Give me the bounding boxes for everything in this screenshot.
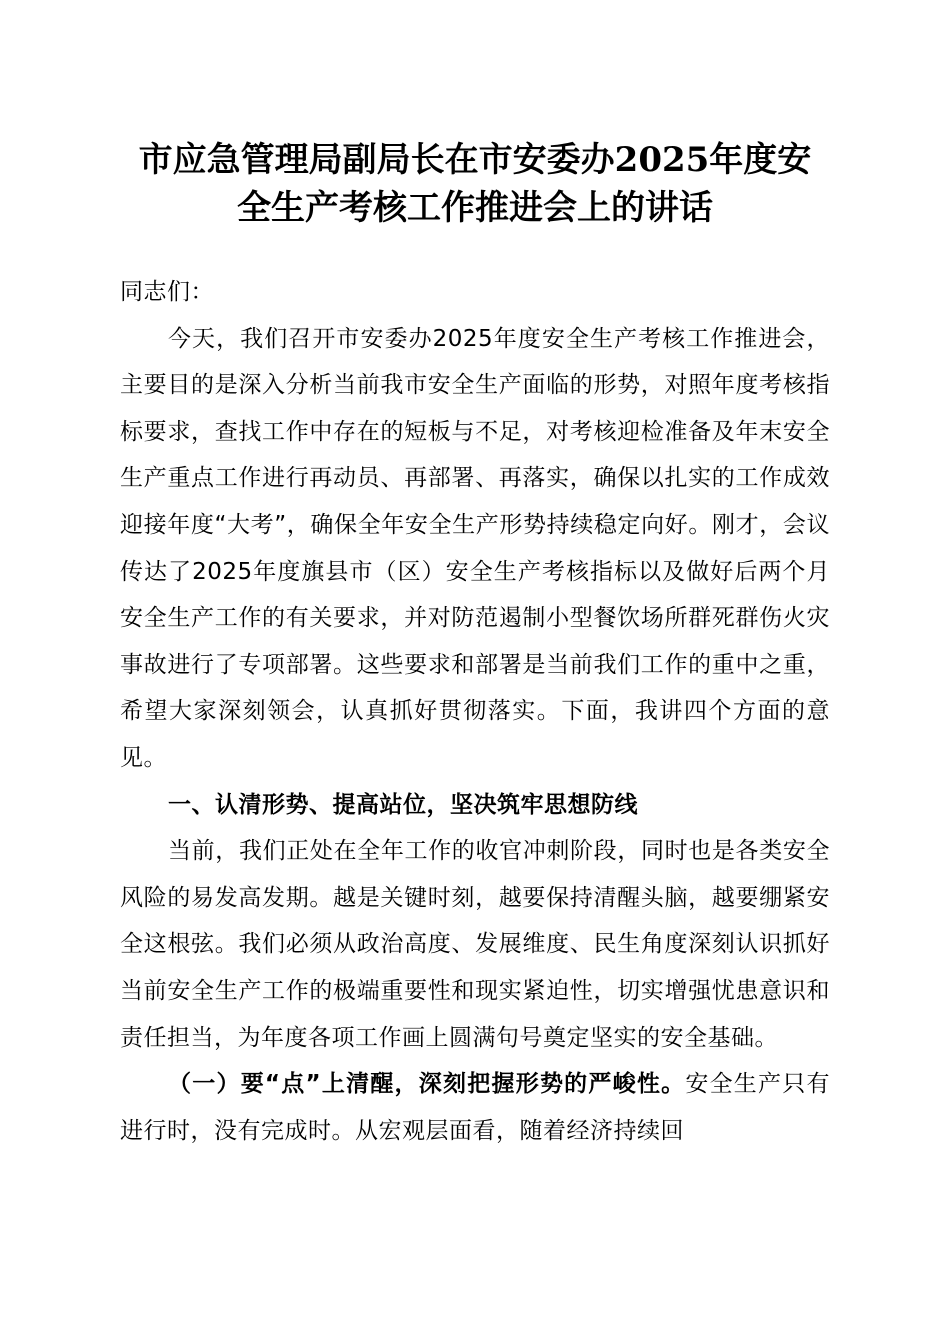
- salutation: 同志们：: [120, 279, 214, 305]
- subsection-text-1: 安全生产只有进行时，没有完成时。从宏观层面看，随着经济持续回: [120, 1071, 831, 1144]
- paragraph-subsection-1: [120, 1061, 830, 1154]
- section-heading-1: 一、认清形势、提高站位，坚决筑牢思想防线: [168, 791, 638, 818]
- document-body: [120, 269, 830, 1154]
- paragraph-intro: 今天，我们召开市安委办2025年度安全生产考核工作推进会，主要目的是深入分析当前我市安全生产面临的形势，对照年度考核指标要求，查找工作中存在的短板与不足，对考核迎检准备及年末安全生产重点工作进行再动员、再部署、再落实，确保以扎实的工作成效迎接年度“大考”，确保全年安全生产形势持续稳定向好。刚才，会议传达了2025年度旗县市（区）安全生产考核指标以及做好后两个月安全生产工作的有关要求，并对防范遏制小型餐饮场所群死群伤火灾事故进行了专项部署。这些要求和部署是当前我们工作的重中之重，希望大家深刻领会，认真抓好贯彻落实。下面，我讲四个方面的意见。: [120, 325, 830, 771]
- subsection-heading-1: （一）要“点”上清醒，深刻把握形势的严峻性。: [168, 1071, 686, 1098]
- document-title-line-1: 市应急管理局副局长在市安委办2025年度安: [138, 140, 812, 180]
- document-title-line-2: 全生产考核工作推进会上的讲话: [237, 188, 713, 228]
- paragraph-situation: 当前，我们正处在全年工作的收官冲刺阶段，同时也是各类安全风险的易发高发期。越是关键时刻，越要保持清醒头脑，越要绷紧安全这根弦。我们必须从政治高度、发展维度、民生角度深刻认识抓好当前安全生产工作的极端重要性和现实紧迫性，切实增强忧患意识和责任担当，为年度各项工作画上圆满句号奠定坚实的安全基础。: [120, 838, 830, 1051]
